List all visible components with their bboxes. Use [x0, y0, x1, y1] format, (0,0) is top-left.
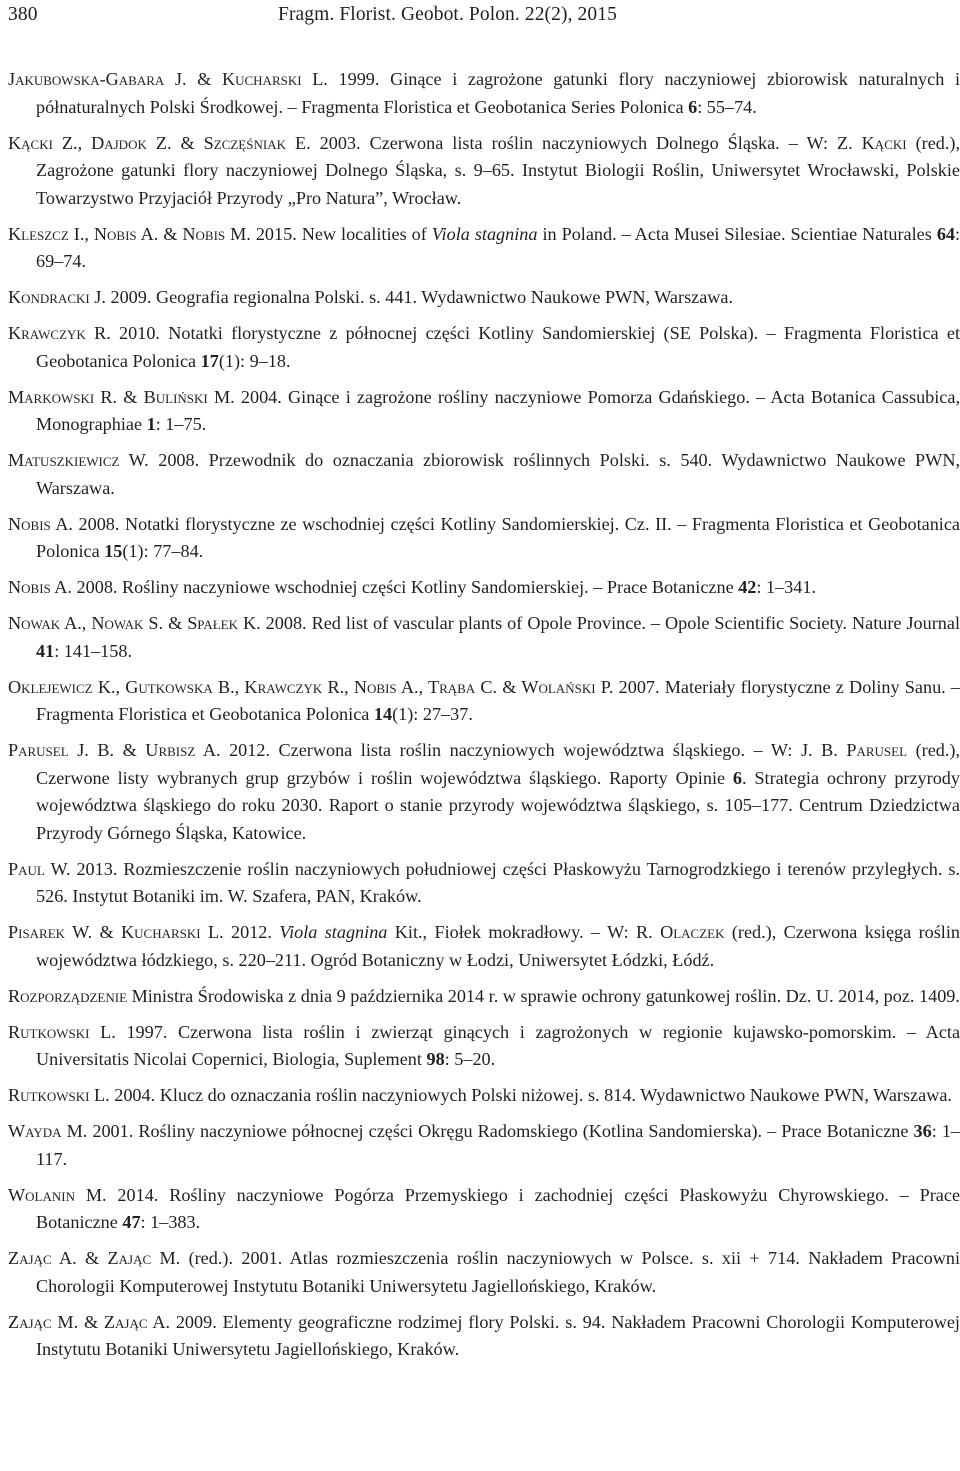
reference-entry: [8, 919, 960, 974]
reference-year: 2014.: [117, 1184, 159, 1205]
reference-text: Notatki florystyczne z północnej części Kotliny Sandomierskiej (SE Polska). – Fragmenta Floristica et Geobotanica Polonica: [36, 323, 960, 371]
reference-entry: [8, 511, 960, 566]
reference-authors: Wayda M.: [8, 1121, 88, 1141]
reference-text: Czerwona lista roślin naczyniowych województwa śląskiego. – W: J. B.: [278, 740, 838, 760]
reference-year: 2004.: [114, 1085, 156, 1105]
reference-year: 2003.: [319, 132, 361, 153]
reference-authors: Jakubowska-Gabara J. & Kucharski L.: [8, 69, 328, 89]
reference-year: 2012.: [229, 740, 270, 760]
reference-authors: Matuszkiewicz W.: [8, 450, 149, 470]
reference-text-continued: (red.), Czerwona księga roślin województwa łódzkiego, s. 220–211. Ogród Botaniczny w Łodzi, Uniwersytet Łódzki, Łódź.: [36, 922, 960, 970]
reference-text: Kit., Fiołek mokradłowy. – W: R.: [394, 922, 653, 942]
reference-volume: 36: [913, 1121, 932, 1141]
reference-year: 1999.: [338, 69, 380, 89]
reference-entry: [8, 447, 960, 502]
reference-year: 2001.: [92, 1121, 134, 1141]
reference-entry: [8, 1309, 960, 1364]
reference-text: Czerwona lista roślin i zwierząt ginących i zagrożonych w regionie kujawsko-pomorskim. – Acta Universitatis Nicolai Copernici, Biologia, Suplement: [36, 1021, 960, 1069]
reference-authors: Pisarek W. & Kucharski L.: [8, 922, 224, 942]
reference-text-continued: (red.), Czerwone listy wybranych grup grzybów i roślin województwa śląskiego. Raporty Opinie: [36, 740, 960, 788]
reference-entry: [8, 221, 960, 276]
reference-text-continued: in Poland. – Acta Musei Silesiae. Scientiae Naturales: [542, 223, 932, 244]
reference-italic-taxon: Viola stagnina: [279, 922, 388, 942]
reference-authors: Nowak A., Nowak S. & Spałek K.: [8, 613, 261, 633]
reference-entry: [8, 1118, 960, 1173]
reference-text: Atlas rozmieszczenia roślin naczyniowych w Polsce. s. xii + 714. Nakładem Pracowni Chorologii Komputerowej Instytutu Botaniki Uniwersytetu Jagiellońskiego, Kraków.: [36, 1248, 960, 1296]
reference-volume: 1: [146, 414, 156, 434]
reference-pages: (1): 77–84.: [122, 541, 204, 561]
reference-pages: : 141–158.: [54, 640, 132, 661]
reference-volume: 14: [373, 704, 393, 724]
reference-year: 2013.: [76, 858, 118, 879]
reference-year: 2010.: [119, 323, 160, 343]
reference-authors: Wolanin M.: [8, 1184, 107, 1205]
reference-text: Przewodnik do oznaczania zbiorowisk roślinnych Polski. s. 540. Wydawnictwo Naukowe PWN, Warszawa.: [36, 450, 960, 498]
reference-entry: [8, 320, 960, 375]
reference-year: 2008.: [78, 513, 120, 534]
reference-text: Ministra Środowiska z dnia 9 października 2014 r. w sprawie ochrony gatunkowej roślin. Dz. U. 2014, poz. 1409.: [131, 985, 960, 1006]
reference-authors: Kącki Z., Dajdok Z. & Szczęśniak E.: [8, 132, 311, 153]
reference-text: Rośliny naczyniowe wschodniej części Kotliny Sandomierskiej. – Prace Botaniczne: [122, 577, 734, 597]
reference-list: [8, 66, 960, 1372]
reference-volume: 64: [936, 223, 955, 244]
reference-text: Ginące i zagrożone gatunki flory naczyniowej zbiorowisk naturalnych i półnaturalnych Polski Środkowej. – Fragmenta Floristica et Geobotanica Series Polonica: [36, 69, 960, 117]
reference-text: Rośliny naczyniowe Pogórza Przemyskiego i zachodniej części Płaskowyżu Chyrowskiego. – Prace Botaniczne: [36, 1184, 960, 1232]
reference-year: 2008.: [76, 577, 118, 597]
reference-year: 2007.: [618, 676, 660, 697]
reference-text: Elementy geograficzne rodzimej flory Polski. s. 94. Nakładem Pracowni Chorologii Komputerowej Instytutu Botaniki Uniwersytetu Jagiellońskiego, Kraków.: [36, 1311, 960, 1359]
reference-entry: [8, 1082, 960, 1110]
reference-year: 1997.: [126, 1021, 168, 1042]
reference-entry: [8, 610, 960, 665]
reference-entry: [8, 983, 960, 1011]
reference-entry: [8, 1019, 960, 1074]
reference-entry: [8, 1182, 960, 1237]
reference-text: Rośliny naczyniowe północnej części Okręgu Radomskiego (Kotlina Sandomierska). – Prace Botaniczne: [138, 1121, 909, 1141]
reference-text: Klucz do oznaczania roślin naczyniowych Polski niżowej. s. 814. Wydawnictwo Naukowe PWN, Warszawa.: [159, 1085, 952, 1105]
reference-authors: Zając M. & Zając A.: [8, 1311, 171, 1332]
reference-volume: 6: [688, 96, 698, 117]
reference-authors: Krawczyk R.: [8, 323, 111, 343]
reference-text-continued: (red.), Zagrożone gatunki flory naczyniowej Dolnego Śląska, s. 9–65. Instytut Biologii Roślin, Uniwersytet Wrocławski, Polskie Towarzystwo Przyjaciół Przyrody „Pro Natura”, Wrocław.: [36, 132, 960, 208]
reference-year: (red.). 2001.: [188, 1248, 283, 1268]
reference-authors: Markowski R. & Buliński M.: [8, 386, 235, 407]
reference-text: Ginące i zagrożone rośliny naczyniowe Pomorza Gdańskiego. – Acta Botanica Cassubica, Monographiae: [36, 386, 960, 434]
reference-volume: 6: [732, 767, 743, 788]
reference-editor: Olaczek: [660, 922, 725, 942]
reference-authors: Kleszcz I., Nobis A. & Nobis M.: [8, 223, 251, 244]
reference-italic-taxon: Viola stagnina: [431, 223, 538, 244]
reference-year: 2008.: [265, 613, 307, 633]
reference-authors: Paul W.: [8, 858, 71, 879]
reference-volume: 47: [122, 1212, 141, 1232]
reference-pages: : 1–75.: [155, 414, 207, 434]
reference-entry: [8, 574, 960, 602]
reference-authors: Rutkowski L.: [8, 1021, 116, 1042]
reference-entry: [8, 66, 960, 121]
reference-entry: [8, 674, 960, 729]
reference-volume: 15: [104, 541, 123, 561]
reference-entry: [8, 284, 960, 312]
reference-pages: : 69–74.: [36, 223, 960, 271]
reference-editor: Parusel: [846, 740, 908, 760]
reference-volume: 42: [738, 577, 757, 597]
reference-volume: 41: [36, 640, 55, 661]
reference-year: 2012.: [231, 922, 272, 942]
reference-authors: Kondracki J.: [8, 287, 106, 307]
reference-text: New localities of: [301, 223, 427, 244]
reference-pages: . Strategia ochrony przyrody województwa śląskiego do roku 2030. Raport o stanie przyrody województwa śląskiego, s. 105–177. Centrum Dziedzictwa Przyrody Górnego Śląska, Katowice.: [36, 767, 960, 843]
reference-authors: Zając A. & Zając M.: [8, 1248, 181, 1268]
reference-text: Geografia regionalna Polski. s. 441. Wydawnictwo Naukowe PWN, Warszawa.: [155, 287, 734, 307]
reference-year: 2004.: [240, 386, 282, 407]
reference-year: 2008.: [158, 450, 200, 470]
reference-pages: : 1–117.: [36, 1121, 960, 1169]
reference-year: 2015.: [255, 223, 297, 244]
reference-editor: Kącki: [861, 132, 907, 153]
reference-text: Red list of vascular plants of Opole Province. – Opole Scientific Society. Nature Journal: [311, 613, 960, 633]
reference-entry: [8, 1245, 960, 1300]
reference-year: 2009.: [175, 1311, 217, 1332]
reference-pages: (1): 27–37.: [392, 704, 473, 724]
reference-text: Notatki florystyczne ze wschodniej części Kotliny Sandomierskiej. Cz. II. – Fragmenta Floristica et Geobotanica Polonica: [36, 513, 960, 561]
reference-volume: 17: [200, 350, 219, 371]
reference-entry: [8, 130, 960, 213]
reference-text: Rozmieszczenie roślin naczyniowych południowej części Płaskowyżu Tarnogrodzkiego i terenów przyległych. s. 526. Instytut Botaniki im. W. Szafera, PAN, Kraków.: [36, 858, 960, 906]
reference-text: Materiały florystyczne z Doliny Sanu. – Fragmenta Floristica et Geobotanica Polonica: [36, 676, 960, 724]
reference-entry: [8, 856, 960, 911]
reference-text: Czerwona lista roślin naczyniowych Dolnego Śląska. – W: Z.: [369, 132, 853, 153]
reference-authors: Oklejewicz K., Gutkowska B., Krawczyk R., Nobis A., Trąba C. & Wolański P.: [8, 676, 614, 697]
reference-volume: 98: [426, 1049, 445, 1069]
reference-pages: : 5–20.: [444, 1049, 496, 1069]
reference-pages: : 55–74.: [697, 96, 757, 117]
reference-entry: [8, 384, 960, 439]
reference-authors: Parusel J. B. & Urbisz A.: [8, 740, 221, 760]
reference-authors: Nobis A.: [8, 513, 73, 534]
reference-authors: Nobis A.: [8, 577, 72, 597]
reference-authors: Rozporządzenie: [8, 985, 128, 1006]
reference-authors: Rutkowski L.: [8, 1085, 110, 1105]
reference-pages: : 1–383.: [140, 1212, 201, 1232]
running-header: [8, 2, 948, 28]
reference-pages: (1): 9–18.: [218, 350, 291, 371]
reference-entry: [8, 737, 960, 847]
journal-citation: Fragm. Florist. Geobot. Polon. 22(2), 2015: [278, 4, 617, 25]
page-number: 380: [8, 4, 38, 25]
reference-year: 2009.: [110, 287, 152, 307]
reference-pages: : 1–341.: [756, 577, 817, 597]
